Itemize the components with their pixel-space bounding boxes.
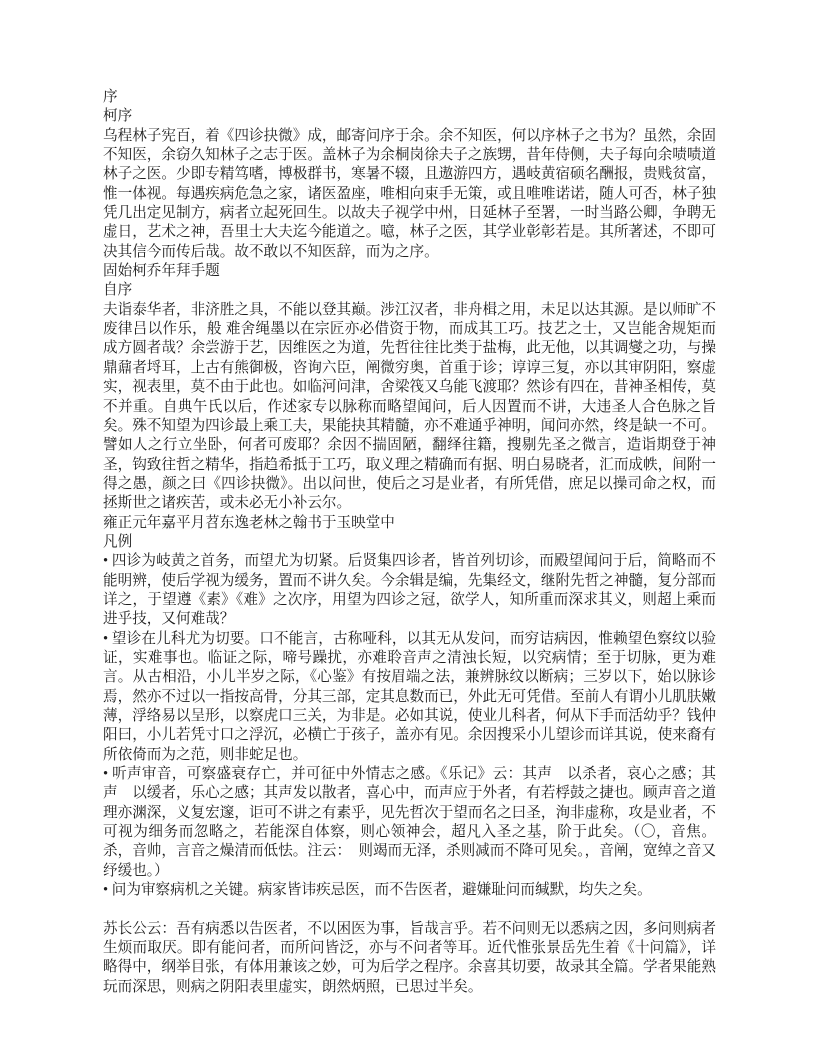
section-heading: 凡例 (103, 533, 133, 550)
section-heading: 序 (103, 89, 118, 105)
blank-line (103, 900, 716, 919)
signature-line: 固始柯乔年拜手题 (103, 263, 220, 280)
fanli-bullet-item: • 问为审察病机之关键。病家皆讳疾忌医，而不告医者，避嫌耻问而缄默，均失之矣。 (103, 882, 652, 899)
fanli-bullet-item: • 望诊在儿科尤为切要。口不能言，古称哑科，以其无从发问，而穷诘病因，惟赖望色察纹以验证，实难事也。临证之际，啼号躁扰，亦难聆音声之清浊长短，以究病情；至于切脉，更为难言。从古相沿，小儿半岁之际，《心鉴》有按眉端之法，兼辨脉纹以断病；三岁以下，始以脉诊焉，然亦不过以一指按高骨，分其三部，定其息数而已，外此无可凭借。至前人有谓小儿肌肤嫩薄，浮络易以呈形，以察虎口三关，为非是。必如其说，使业儿科者，何从下手而活幼乎？钱仲阳曰，小儿若凭寸口之浮沉，必横亡于孩子，盖亦有见。余因搜采小儿望诊而详其说，使来裔有所依倚而为之范，则非蛇足也。 (103, 630, 716, 763)
fanli-bullet-item: • 四诊为岐黄之首务，而望尤为切紧。后贤集四诊者，皆首列切诊，而殿望闻问于后，简略而不能明辨，使后学视为缓务，置而不讲久矣。今余辑是编，先集经文，继附先哲之神髓，复分部而详之，于望遵《素》《难》之次序，用望为四诊之冠，欲学人，知所重而深求其义，则超上乘而进乎技，又何难哉？ (103, 553, 716, 628)
section-heading: 柯序 (103, 108, 133, 125)
paragraph: 乌程林子宪百，着《四诊抉微》成，邮寄问序于余。余不知医，何以序林子之书为？虽然，余固不知医，余窃久知林子之志于医。盖林子为余桐岗徐夫子之族甥，昔年侍侧，夫子每向余啧啧道林子之医。少即专精笃嗜，博极群书，寒暑不辍，且遨游四方，遇岐黄宿硕名酬报，贵贱贫富，惟一体视。每遇疾病危急之家，诸医盈座，唯相向束手无策，或且唯唯诺诺，随人可否，林子独凭几出定见制方，病者立起死回生。以故夫子视学中州，日延林子至署，一时当路公卿，争聘无虚日，艺术之神，吾里士大夫迄今能道之。噫，林子之医，其学业彰彰若是。其所著述，不即可决其信今而传后哉。故不敢以不知医辞，而为之序。 (103, 127, 716, 260)
document-text-block (103, 88, 716, 997)
paragraph: 夫诣泰华者，非济胜之具，不能以登其巅。涉江汉者，非舟楫之用，未足以达其源。是以师旷不废律吕以作乐，般 难舍绳墨以在宗匠亦必借资于物，而成其工巧。技艺之士，又岂能舍规矩而成方圆者哉？余尝游于艺，因维医之为道，先哲往往比类于盐梅，此无他，以其调燮之功，与操鼎鼐者埒耳，上古有熊御极，咨询六臣，阐微穷奥，首重于诊；谆谆三复，亦以其审阴阳，察虚实，视表里，莫不由于此也。如临河问津，舍梁筏又乌能飞渡耶？然诊有四在，昔神圣相传，莫不并重。自典午氏以后，作述家专以脉称而略望闻问，后人因置而不讲，大违圣人合色脉之旨矣。殊不知望为四诊最上乘工夫，果能抉其精髓，亦不难通乎神明，闻问亦然，终是缺一不可。譬如人之行立坐卧，何者可废耶？余因不揣固陋，翻绎往籍，搜剔先圣之微言，造诣期登于神圣，钩致往哲之精华，指趋希抵于工巧，取义理之精确而有据、明白易晓者，汇而成帙，间附一得之愚，颜之曰《四诊抉微》。出以问世，使后之习是业者，有所凭借，庶足以操司命之权，而拯斯世之诸疾苦，或未必无小补云尔。 (103, 301, 716, 512)
section-heading: 自序 (103, 282, 133, 299)
fanli-bullet-item: • 听声审音，可察盛衰存亡，并可征中外情志之感。《乐记》云：其声 以杀者，哀心之感；其声 以缓者，乐心之感；其声发以散者，喜心中，而声应于外者，有若桴鼓之捷也。顾声音之道理亦渊深，义复宏邃，讵可不讲之有素乎，见先哲次于望而名之曰圣，洵非虚称，攻是业者，不可视为细务而忽略之，若能深自体察，则心领神会，超凡入圣之基，阶于此矣。（〇，音焦。杀，音帅，言音之燥清而低怯。注云： 则竭而无泽，杀则减而不降可见矣。，音阐，宽绰之音又纾缓也。） (103, 766, 716, 879)
paragraph: 苏长公云：吾有病悉以告医者，不以困医为事，旨哉言乎。若不问则无以悉病之因，多问则病者生烦而取厌。即有能问者，而所问皆泛，亦与不问者等耳。近代惟张景岳先生着《十问篇》，详略得中，纲举目张，有体用兼该之妙，可为后学之程序。余喜其切要，故录其全篇。学者果能熟玩而深思，则病之阴阳表里虚实，朗然炳照，已思过半矣。 (103, 920, 716, 995)
signature-line: 雍正元年嘉平月苕东逸老林之翰书于玉映堂中 (103, 514, 395, 531)
